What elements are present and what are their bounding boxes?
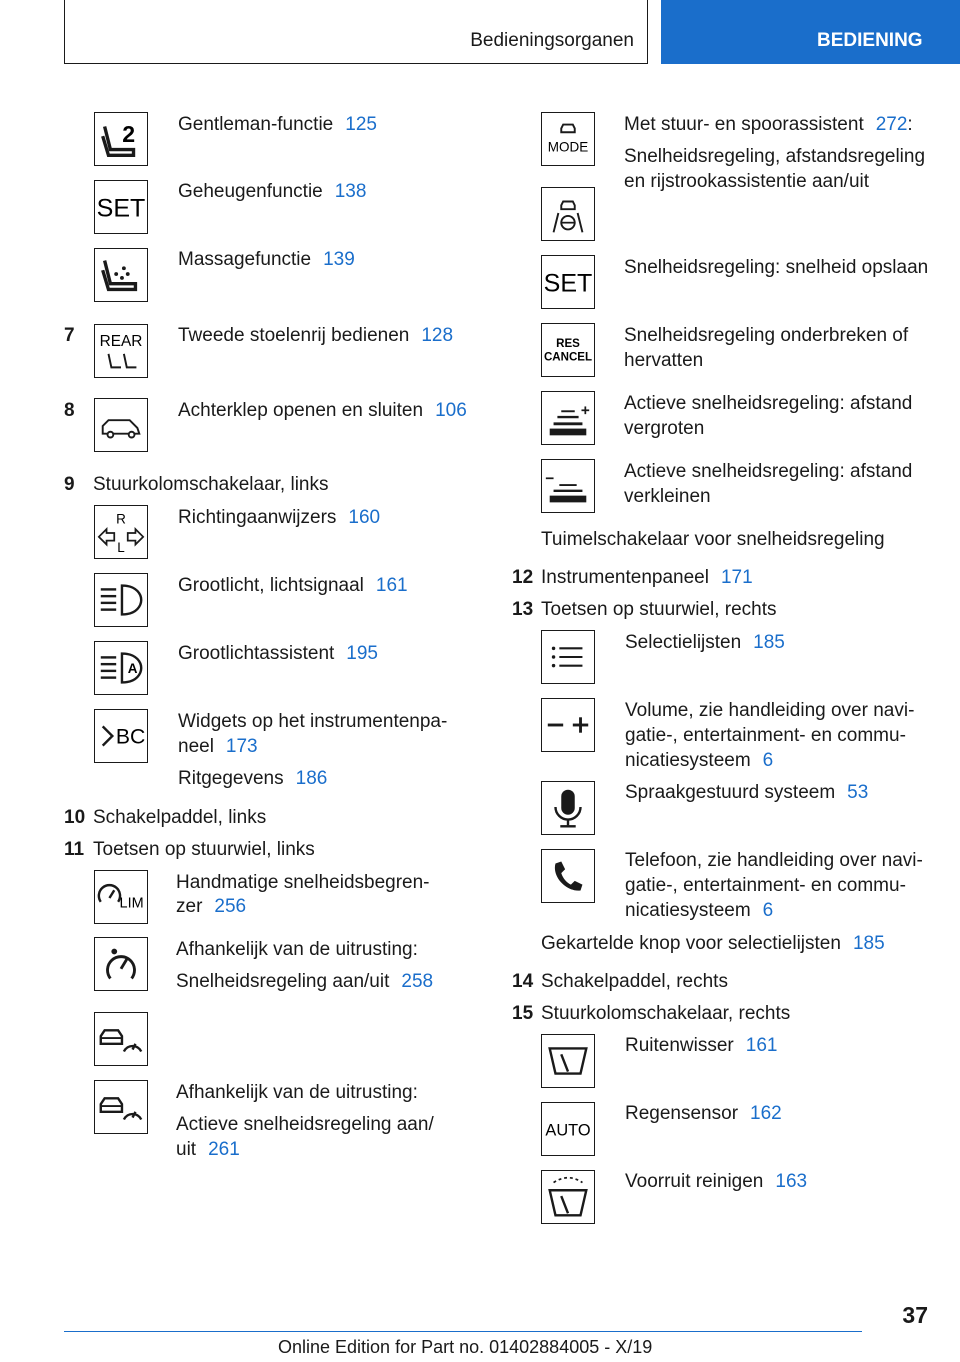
widgets-entry-line1: Widgets op het instrumentenpa- xyxy=(178,711,448,732)
rain-sensor-entry xyxy=(625,1101,782,1126)
high-beam-label: Grootlicht, lichtsignaal xyxy=(178,575,364,596)
cruise-control-label: Snelheidsregeling aan/uit xyxy=(176,971,390,992)
page-number: 37 xyxy=(902,1302,928,1328)
volume-entry-line2: gatie-, entertainment- en commu- xyxy=(625,725,906,746)
steering-lane-assistant-entry xyxy=(624,112,913,137)
item-number-14: 14 xyxy=(512,971,534,992)
steering-lane-assistant-desc-line1: Snelheidsregeling, afstandsregeling xyxy=(624,146,926,167)
header-chapter-title: BEDIENING xyxy=(817,30,923,51)
selection-lists-label: Selectielijsten xyxy=(625,632,742,653)
active-cruise-control-label-cont: uit xyxy=(176,1139,197,1160)
active-cruise-control-icon xyxy=(94,1080,148,1134)
item-number-8: 8 xyxy=(64,400,75,421)
high-beam-assistant-entry xyxy=(178,641,378,666)
high-beam-page-ref[interactable]: 161 xyxy=(375,575,408,596)
widgets-entry-line2 xyxy=(178,734,258,759)
steering-lane-assistant-colon: : xyxy=(907,114,913,135)
header-section-tab xyxy=(64,0,648,64)
cancel-glyph: CANCEL xyxy=(543,351,593,364)
gentleman-function-entry xyxy=(178,112,377,137)
list-icon xyxy=(541,630,595,684)
mode-button-icon xyxy=(541,112,595,166)
rain-sensor-glyph: AUTO xyxy=(545,1121,591,1140)
item-number-7: 7 xyxy=(64,325,75,346)
phone-page-ref[interactable]: 6 xyxy=(762,900,774,921)
cruise-control-entry-line1: Afhankelijk van de uitrusting: xyxy=(176,939,418,960)
massage-function-entry xyxy=(178,247,355,272)
speed-limiter-entry-line2 xyxy=(176,894,246,919)
set-memory-glyph: SET xyxy=(96,194,146,223)
second-row-seats-page-ref[interactable]: 128 xyxy=(421,325,454,346)
high-beam-entry xyxy=(178,573,408,598)
increase-distance-entry-line1: Actieve snelheidsregeling: afstand xyxy=(624,393,913,414)
volume-entry-line3 xyxy=(625,748,773,773)
high-beam-assistant-page-ref[interactable]: 195 xyxy=(346,643,378,664)
turn-indicators-page-ref[interactable]: 160 xyxy=(348,507,381,528)
bc-button-glyph: BC xyxy=(115,725,146,749)
rear-seat-icon xyxy=(94,324,148,378)
high-beam-assistant-label: Grootlichtassistent xyxy=(178,643,335,664)
cruise-control-page-ref[interactable]: 258 xyxy=(401,971,434,992)
steering-lane-assistant-desc-line2: en rijstrookassistentie aan/uit xyxy=(624,171,870,192)
bc-button-icon xyxy=(94,709,148,763)
widgets-page-ref[interactable]: 173 xyxy=(225,736,258,757)
left-paddle-heading: Schakelpaddel, links xyxy=(93,807,267,828)
steering-assistant-icon xyxy=(541,187,595,241)
massage-function-label: Massagefunctie xyxy=(178,249,312,270)
trip-data-page-ref[interactable]: 186 xyxy=(295,768,328,789)
phone-entry-line1: Telefoon, zie handleiding over navi- xyxy=(625,850,923,871)
windshield-washer-entry xyxy=(625,1169,807,1194)
gentleman-function-page-ref[interactable]: 125 xyxy=(345,114,377,135)
selection-lists-entry xyxy=(625,630,785,655)
footer-divider xyxy=(64,1331,862,1332)
windshield-washer-page-ref[interactable]: 163 xyxy=(775,1171,808,1192)
store-speed-entry: Snelheidsregeling: snelheid opslaan xyxy=(624,257,929,278)
right-stalk-heading: Stuurkolomschakelaar, rechts xyxy=(541,1003,791,1024)
turn-indicator-icon xyxy=(94,505,148,559)
phone-label-cont: nicatiesysteem xyxy=(625,900,751,921)
phone-entry-line3 xyxy=(625,898,773,923)
distance-decrease-icon xyxy=(541,459,595,513)
speed-limiter-entry-line1: Handmatige snelheidsbegren- xyxy=(176,872,430,893)
high-beam-assistant-glyph: A xyxy=(127,660,138,676)
header-section-title: Bedieningsorganen xyxy=(470,30,634,51)
tailgate-icon xyxy=(94,398,148,452)
wiper-entry xyxy=(625,1033,777,1058)
speed-limiter-glyph: LIM xyxy=(119,895,144,912)
phone-icon xyxy=(541,849,595,903)
phone-entry-line2: gatie-, entertainment- en commu- xyxy=(625,875,906,896)
steering-lane-assistant-label: Met stuur- en spoorassistent xyxy=(624,114,864,135)
rain-sensor-icon xyxy=(541,1102,595,1156)
high-beam-icon xyxy=(94,573,148,627)
active-cruise-control-entry-line3 xyxy=(176,1137,240,1162)
steering-lane-assistant-page-ref[interactable]: 272 xyxy=(875,114,908,135)
instrument-cluster-page-ref[interactable]: 171 xyxy=(720,567,753,588)
trip-data-label: Ritgegevens xyxy=(178,768,284,789)
rear-seat-glyph: REAR xyxy=(99,333,143,351)
item-number-13: 13 xyxy=(512,599,534,620)
decrease-distance-entry-line2: verkleinen xyxy=(624,486,711,507)
instrument-cluster-entry xyxy=(541,565,753,590)
right-wheel-buttons-heading: Toetsen op stuurwiel, rechts xyxy=(541,599,777,620)
decrease-distance-entry-line1: Actieve snelheidsregeling: afstand xyxy=(624,461,913,482)
widgets-label-cont: neel xyxy=(178,736,214,757)
speed-limiter-icon xyxy=(94,870,148,924)
volume-icon xyxy=(541,698,595,752)
active-cruise-control-entry-line2: Actieve snelheidsregeling aan/ xyxy=(176,1114,434,1135)
knurled-wheel-label: Gekartelde knop voor selectielijsten xyxy=(541,933,841,954)
voice-control-icon xyxy=(541,781,595,835)
rocker-switch-entry: Tuimelschakelaar voor snelheidsregeling xyxy=(541,529,885,550)
memory-function-entry xyxy=(178,179,366,204)
distance-increase-icon xyxy=(541,391,595,445)
windshield-washer-icon xyxy=(541,1170,595,1224)
second-row-seats-label: Tweede stoelenrij bedienen xyxy=(178,325,410,346)
item-number-10: 10 xyxy=(64,807,86,828)
turn-indicator-r-glyph: R xyxy=(116,511,126,527)
footer-edition: Online Edition for Part no. 01402884005 - X/19 xyxy=(278,1337,653,1357)
item-number-11: 11 xyxy=(64,839,85,860)
selection-lists-page-ref[interactable]: 185 xyxy=(753,632,785,653)
wiper-icon xyxy=(541,1034,595,1088)
turn-indicators-label: Richtingaanwijzers xyxy=(178,507,337,528)
massage-icon xyxy=(94,248,148,302)
right-paddle-heading: Schakelpaddel, rechts xyxy=(541,971,728,992)
wiper-page-ref[interactable]: 161 xyxy=(745,1035,778,1056)
header-chapter-tab xyxy=(661,0,960,64)
increase-distance-entry-line2: vergroten xyxy=(624,418,705,439)
volume-entry-line1: Volume, zie handleiding over navi- xyxy=(625,700,915,721)
wiper-label: Ruitenwisser xyxy=(625,1035,734,1056)
voice-control-page-ref[interactable]: 53 xyxy=(847,782,869,803)
volume-label-cont: nicatiesysteem xyxy=(625,750,751,771)
car-speedometer-icon xyxy=(94,1012,148,1066)
windshield-washer-label: Voorruit reinigen xyxy=(625,1171,764,1192)
item-number-12: 12 xyxy=(512,567,534,588)
tailgate-label: Achterklep openen en sluiten xyxy=(178,400,424,421)
set-speed-glyph: SET xyxy=(543,269,593,298)
interrupt-resume-entry-line1: Snelheidsregeling onderbreken of xyxy=(624,325,909,346)
set-memory-icon xyxy=(94,180,148,234)
res-cancel-icon xyxy=(541,323,595,377)
second-row-seats-entry xyxy=(178,323,453,348)
high-beam-assistant-icon xyxy=(94,641,148,695)
set-speed-icon xyxy=(541,255,595,309)
mode-button-glyph: MODE xyxy=(547,139,589,155)
instrument-cluster-label: Instrumentenpaneel xyxy=(541,567,709,588)
memory-function-label: Geheugenfunctie xyxy=(178,181,323,202)
seat-memory-2-icon xyxy=(94,112,148,166)
voice-control-entry xyxy=(625,780,868,805)
volume-page-ref[interactable]: 6 xyxy=(762,750,774,771)
tailgate-page-ref[interactable]: 106 xyxy=(435,400,467,421)
rain-sensor-label: Regensensor xyxy=(625,1103,739,1124)
memory-function-page-ref[interactable]: 138 xyxy=(334,181,367,202)
knurled-wheel-entry xyxy=(541,931,885,956)
item-number-15: 15 xyxy=(512,1003,534,1024)
turn-indicators-entry xyxy=(178,505,380,530)
voice-control-label: Spraakgestuurd systeem xyxy=(625,782,836,803)
active-cruise-control-page-ref[interactable]: 261 xyxy=(208,1139,240,1160)
knurled-wheel-page-ref[interactable]: 185 xyxy=(852,933,885,954)
tailgate-entry xyxy=(178,398,467,423)
left-wheel-buttons-heading: Toetsen op stuurwiel, links xyxy=(93,839,315,860)
interrupt-resume-entry-line2: hervatten xyxy=(624,350,704,371)
res-glyph: RES xyxy=(556,338,580,351)
active-cruise-control-entry-line1: Afhankelijk van de uitrusting: xyxy=(176,1082,418,1103)
turn-indicator-l-glyph: L xyxy=(117,540,125,556)
item-number-9: 9 xyxy=(64,474,75,495)
massage-function-page-ref[interactable]: 139 xyxy=(323,249,355,270)
rain-sensor-page-ref[interactable]: 162 xyxy=(750,1103,782,1124)
speed-limiter-label-cont: zer xyxy=(176,896,203,917)
speed-limiter-page-ref[interactable]: 256 xyxy=(214,896,247,917)
seat-memory-2-glyph: 2 xyxy=(122,120,136,147)
trip-data-entry xyxy=(178,766,327,791)
cruise-control-icon xyxy=(94,937,148,991)
cruise-control-entry-line2 xyxy=(176,969,433,994)
gentleman-function-label: Gentleman-functie xyxy=(178,114,334,135)
left-stalk-heading: Stuurkolomschakelaar, links xyxy=(93,474,329,495)
